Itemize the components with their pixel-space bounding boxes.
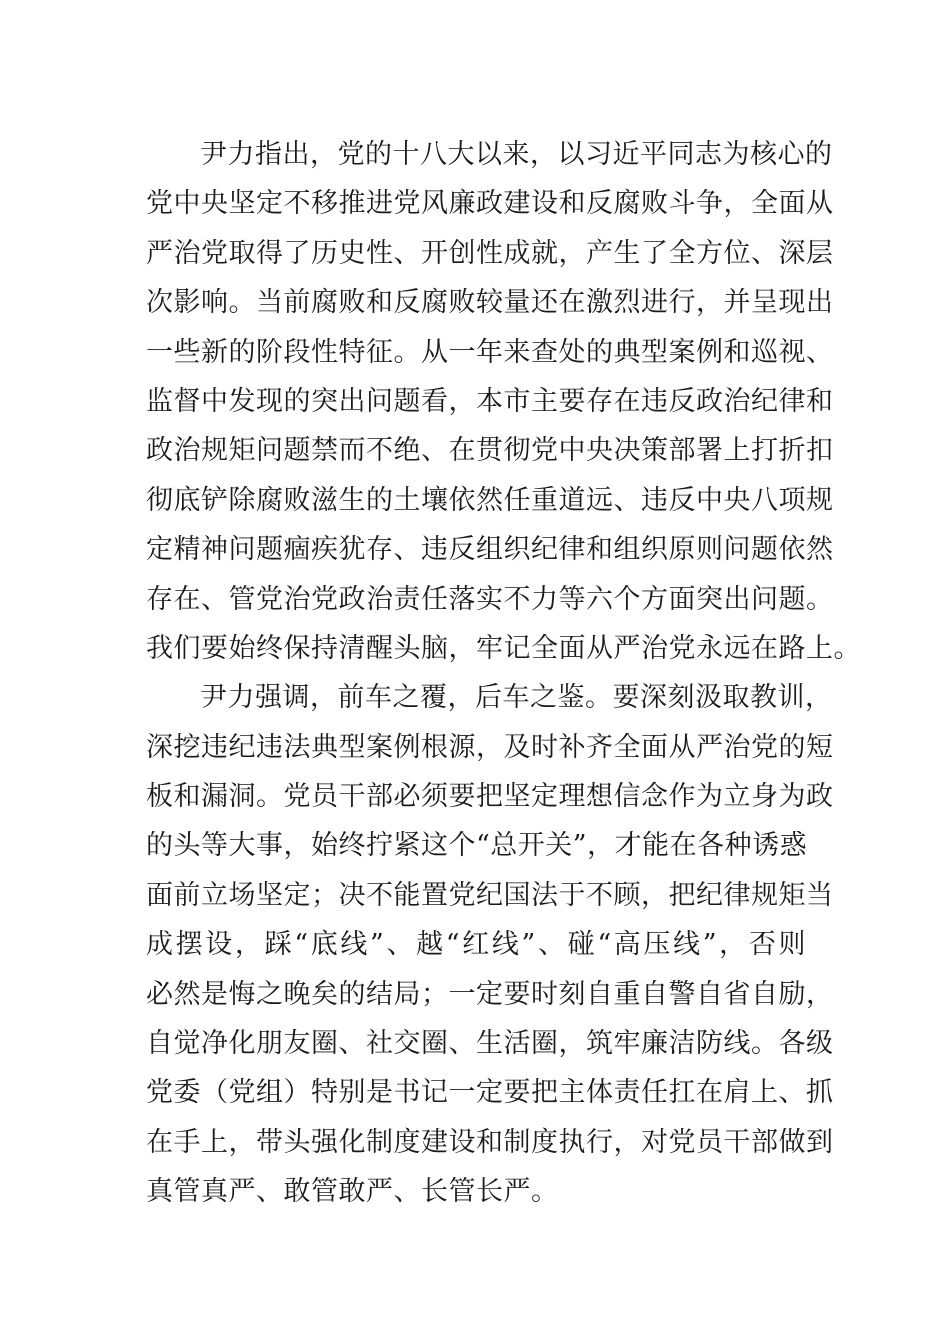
paragraph-line: 真管真严、敢管敢严、长管长严。 (146, 1176, 559, 1208)
paragraph-line: 尹力强调，前车之覆，后车之鉴。要深刻汲取教训， (200, 682, 833, 714)
paragraph-line: 党中央坚定不移推进党风廉政建设和反腐败斗争，全面从 (146, 188, 834, 220)
paragraph-line: 面前立场坚定；决不能置党纪国法于不顾，把纪律规矩当 (146, 879, 834, 911)
paragraph-line: 板和漏洞。党员干部必须要把坚定理想信念作为立身为政 (146, 781, 834, 813)
paragraph-line: 次影响。当前腐败和反腐败较量还在激烈进行，并呈现出 (146, 287, 834, 319)
paragraph-line: 一些新的阶段性特征。从一年来查处的典型案例和巡视、 (146, 336, 834, 368)
paragraph-line: 的头等大事，始终拧紧这个“总开关”，才能在各种诱惑 (146, 830, 808, 862)
paragraph-line: 尹力指出，党的十八大以来，以习近平同志为核心的 (200, 139, 833, 170)
paragraph-2 (146, 673, 834, 1216)
paragraph-line: 彻底铲除腐败滋生的土壤依然任重道远、违反中央八项规 (146, 484, 834, 516)
paragraph-line: 政治规矩问题禁而不绝、在贯彻党中央决策部署上打折扣 (146, 435, 834, 467)
paragraph-line: 成摆设，踩“底线”、越“红线”、碰“高压线”，否则 (146, 929, 806, 961)
paragraph-line: 严治党取得了历史性、开创性成就，产生了全方位、深层 (146, 237, 834, 269)
paragraph-line: 定精神问题痼疾犹存、违反组织纪律和组织原则问题依然 (146, 534, 834, 566)
document-body (146, 130, 861, 1217)
paragraph-line: 自觉净化朋友圈、社交圈、生活圈，筑牢廉洁防线。各级 (146, 1028, 834, 1060)
paragraph-1 (146, 130, 861, 673)
paragraph-line: 必然是悔之晚矣的结局；一定要时刻自重自警自省自励， (146, 978, 834, 1010)
paragraph-line: 深挖违纪违法典型案例根源，及时补齐全面从严治党的短 (146, 731, 834, 763)
paragraph-line: 党委（党组）特别是书记一定要把主体责任扛在肩上、抓 (146, 1077, 834, 1109)
paragraph-line: 监督中发现的突出问题看，本市主要存在违反政治纪律和 (146, 385, 834, 417)
paragraph-line: 我们要始终保持清醒头脑，牢记全面从严治党永远在路上。 (146, 632, 861, 664)
paragraph-line: 存在、管党治党政治责任落实不力等六个方面突出问题。 (146, 583, 834, 615)
paragraph-line: 在手上，带头强化制度建设和制度执行，对党员干部做到 (146, 1126, 834, 1158)
